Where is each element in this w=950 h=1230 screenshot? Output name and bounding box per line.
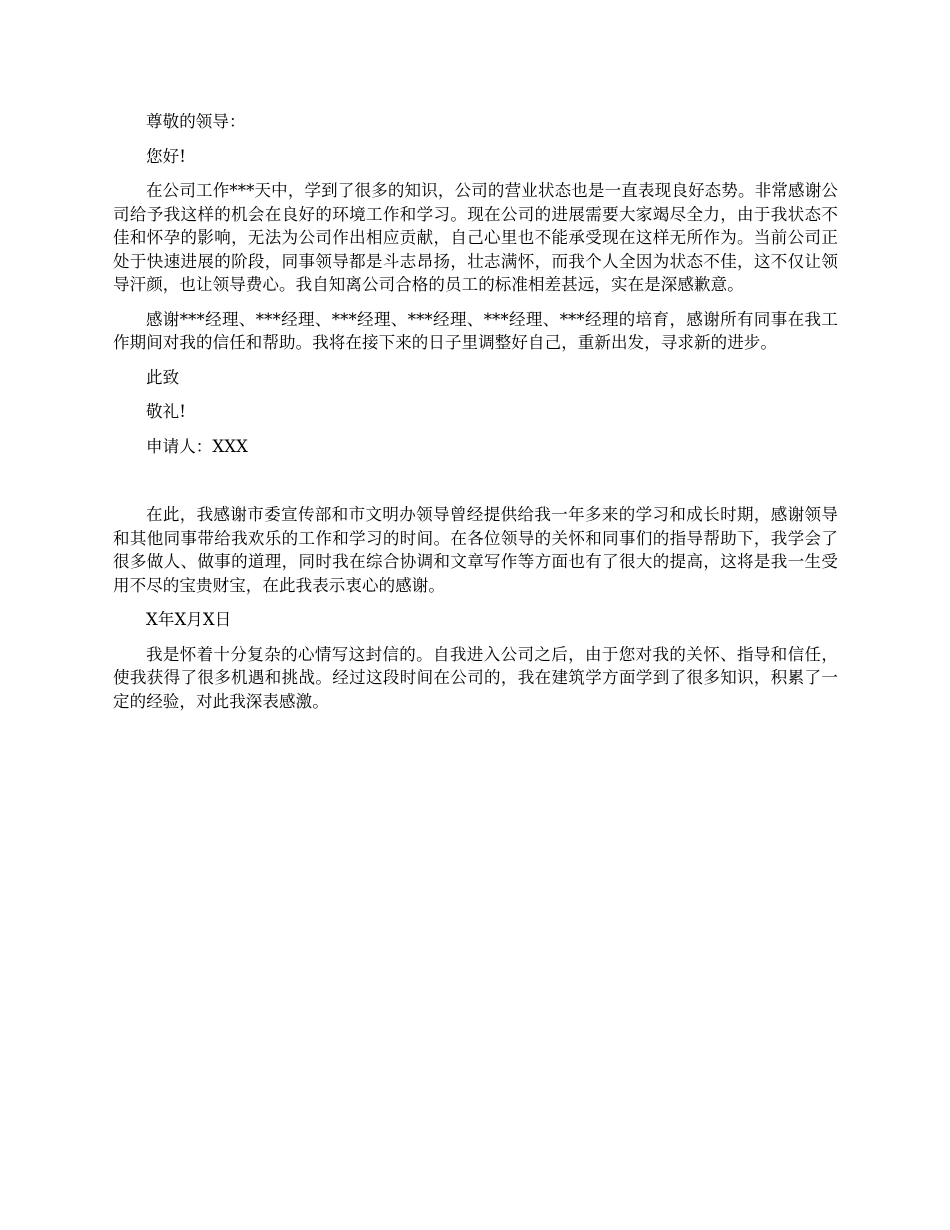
body-paragraph: 在此，我感谢市委宣传部和市文明办领导曾经提供给我一年多来的学习和成长时期，感谢领导和其他同事带给我欢乐的工作和学习的时间。在各位领导的关怀和同事们的指导帮助下，我学会了很多做人、做事的道理，同时我在综合协调和文章写作等方面也有了很大的提高，这将是我一生受用不尽的宝贵财宝，在此我表示衷心的感谢。 bbox=[113, 505, 838, 595]
applicant-signature: 申请人：XXX bbox=[146, 436, 248, 456]
greeting: 您好! bbox=[146, 146, 186, 166]
closing-salute: 敬礼! bbox=[146, 402, 186, 421]
letter-body bbox=[113, 110, 838, 724]
section-gap bbox=[113, 469, 838, 503]
letter-date: X年X月X日 bbox=[146, 610, 232, 629]
body-paragraph: 感谢***经理、***经理、***经理、***经理、***经理、***经理的培育，感谢所有同事在我工作期间对我的信任和帮助。我将在接下来的日子里调整好自己，重新出发，寻求新的进步。 bbox=[113, 309, 838, 352]
body-paragraph: 在公司工作***天中，学到了很多的知识，公司的营业状态也是一直表现良好态势。非常感谢公司给予我这样的机会在良好的环境工作和学习。现在公司的进展需要大家竭尽全力，由于我状态不佳和怀孕的影响，无法为公司作出相应贡献，自己心里也不能承受现在这样无所作为。当前公司正处于快速进展的阶段，同事领导都是斗志昂扬，壮志满怀，而我个人全因为状态不佳，这不仅让领导汗颜，也让领导费心。我自知离公司合格的员工的标准相差甚远，实在是深感歉意。 bbox=[113, 181, 838, 294]
salutation: 尊敬的领导： bbox=[146, 112, 246, 131]
body-paragraph: 我是怀着十分复杂的心情写这封信的。自我进入公司之后，由于您对我的关怀、指导和信任，使我获得了很多机遇和挑战。经过这段时间在公司的，我在建筑学方面学到了很多知识，积累了一定的经验，对此我深表感激。 bbox=[113, 644, 838, 711]
closing-line: 此致 bbox=[146, 367, 180, 387]
